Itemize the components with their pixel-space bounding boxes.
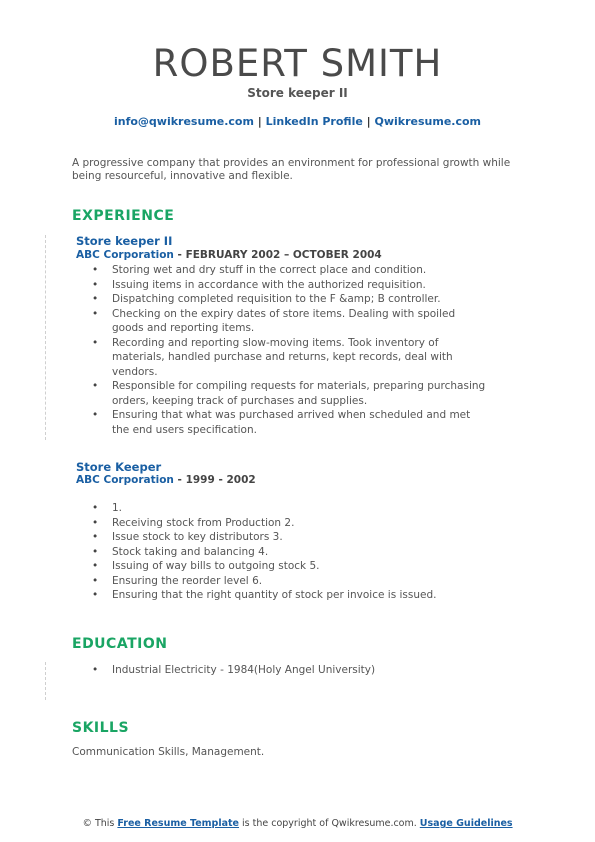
list-item: • Issuing of way bills to outgoing stock 5. (92, 559, 487, 574)
usage-guidelines-link[interactable]: Usage Guidelines (419, 818, 513, 829)
list-item: • Issuing items in accordance with the authorized requisition. (92, 278, 487, 293)
education-list (92, 663, 487, 678)
email-link[interactable]: info@qwikresume.com (113, 115, 254, 128)
job-title-header: Store keeper II (247, 86, 348, 100)
dash: - (173, 249, 186, 261)
footer (0, 818, 595, 829)
list-item: • Responsible for compiling requests for materials, preparing purchasing orders, keeping track of purchases and supplies. (92, 379, 487, 408)
job-bullets (92, 263, 487, 437)
list-item: • Stock taking and balancing 4. (92, 545, 487, 560)
footer-copyright: is the copyright of Qwikresume.com. (239, 818, 420, 829)
linkedin-link[interactable]: LinkedIn Profile (265, 115, 363, 128)
job-title: Store keeper II (76, 234, 173, 248)
job-title: Store Keeper (76, 460, 162, 474)
candidate-name: ROBERT SMITH (152, 42, 443, 85)
company-name: ABC Corporation (76, 249, 174, 261)
list-item: • Recording and reporting slow-moving items. Took inventory of materials, handled purchase and returns, kept records, deal with vendors. (92, 336, 487, 380)
skills-heading: SKILLS (72, 720, 130, 736)
experience-heading: EXPERIENCE (72, 208, 175, 224)
job-company-dates (76, 249, 382, 261)
free-resume-template-link[interactable]: Free Resume Template (117, 818, 239, 829)
list-item: • 1. (92, 501, 487, 516)
list-item: • Industrial Electricity - 1984(Holy Angel University) (92, 663, 487, 678)
list-item: • Ensuring that what was purchased arrived when scheduled and met the end users specification. (92, 408, 487, 437)
job-dates: FEBRUARY 2002 – OCTOBER 2004 (185, 249, 382, 261)
list-item: • Ensuring that the right quantity of stock per invoice is issued. (92, 588, 487, 603)
company-name: ABC Corporation (76, 474, 174, 486)
list-item: • Dispatching completed requisition to the F &amp; B controller. (92, 292, 487, 307)
website-link[interactable]: Qwikresume.com (374, 115, 482, 128)
skills-text: Communication Skills, Management. (72, 746, 265, 758)
list-item: • Issue stock to key distributors 3. (92, 530, 487, 545)
dash: - (173, 474, 186, 486)
summary-text: A progressive company that provides an environment for professional growth while being resourceful, innovative and flexible. (72, 157, 511, 182)
education-heading: EDUCATION (72, 636, 168, 652)
contact-separator: | (253, 115, 266, 128)
list-item: • Ensuring the reorder level 6. (92, 574, 487, 589)
contact-line (0, 115, 595, 128)
job-company-dates (76, 474, 256, 486)
list-item: • Checking on the expiry dates of store items. Dealing with spoiled goods and reporting items. (92, 307, 487, 336)
job-bullets (92, 501, 487, 603)
experience-divider (45, 235, 46, 440)
list-item: • Storing wet and dry stuff in the correct place and condition. (92, 263, 487, 278)
list-item: • Receiving stock from Production 2. (92, 516, 487, 531)
job-dates: 1999 - 2002 (185, 474, 256, 486)
footer-prefix: © This (82, 818, 118, 829)
education-divider (45, 662, 46, 700)
contact-separator: | (362, 115, 375, 128)
